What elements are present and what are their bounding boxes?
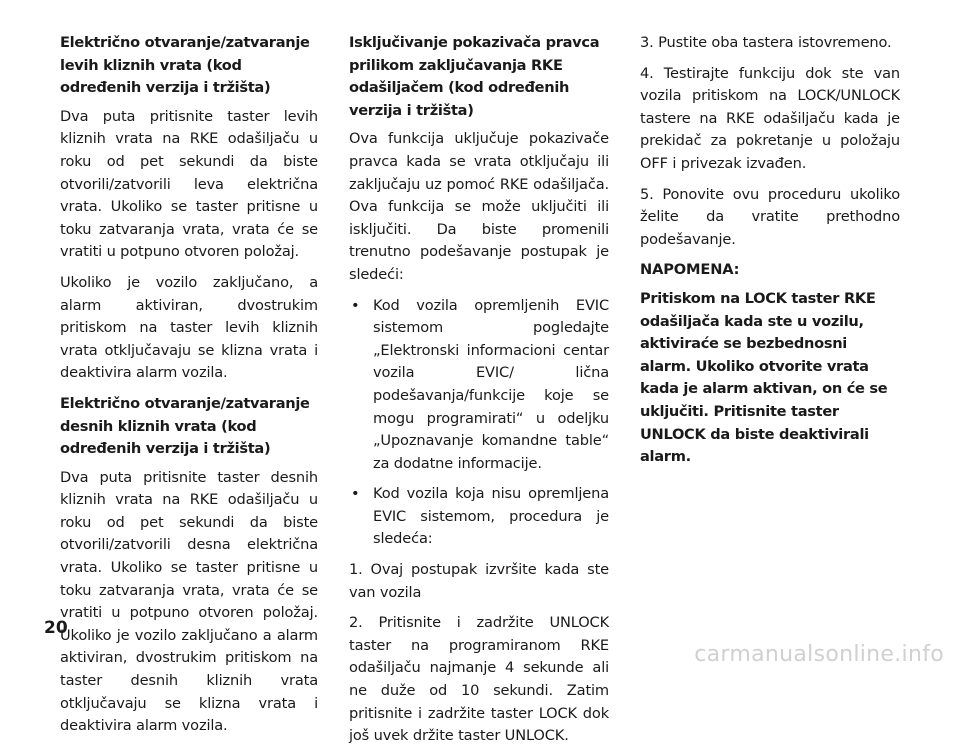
column-right — [640, 32, 900, 469]
page-number: 20 — [44, 618, 68, 638]
step-3: 3. Pustite oba tastera istovremeno. — [640, 34, 892, 51]
section-heading-right-sliding-door: Električno otvaranje/zatvaranje desnih kliznih vrata (kod određenih verzija i tržišta) — [60, 394, 310, 458]
bullet-text: Kod vozila opremljenih EVIC sistemom pogledajte „Elektronski informacioni centar vozila EVIC/ lična podešavanja/funkcije koje se mogu programirati“ u odeljku „Upoznavanje komandne table“ za dodatne informacije. — [373, 296, 609, 472]
paragraph: Dva puta pritisnite taster desnih kliznih vrata na RKE odašiljaču u roku od pet sekundi da biste otvorili/zatvorili desna električna vrata. Ukoliko se taster pritisne u toku zatvaranja vrata, vrata će se vratiti u potpuno otvoren položaj. Ukoliko je vozilo zaključano a alarm aktiviran, dvostrukim pritiskom na taster desnih kliznih vrata otključavaju se klizna vrata i deaktivira alarm vozila. — [60, 468, 318, 735]
step-4: 4. Testirajte funkciju dok ste van vozila pritiskom na LOCK/UNLOCK tastere na RKE odašiljaču kada je prekidač za pokretanje u položaju OFF i privezak izvađen. — [640, 64, 900, 172]
note-body: Pritiskom na LOCK taster RKE odašiljača kada ste u vozilu, aktiviraće se bezbednosni alarm. Ukoliko otvorite vrata kada je alarm aktivan, on će se uključiti. Pritisnite taster UNLOCK da biste deaktivirali alarm. — [640, 289, 888, 466]
bullet-item — [349, 483, 609, 551]
watermark: carmanualsonline.info — [694, 642, 944, 667]
note-title: NAPOMENA: — [640, 261, 740, 279]
section-heading-left-sliding-door: Električno otvaranje/zatvaranje levih kliznih vrata (kod određenih verzija i tržišta) — [60, 34, 310, 97]
bullet-icon: • — [351, 485, 360, 503]
bullet-icon: • — [351, 296, 360, 314]
step-1: 1. Ovaj postupak izvršite kada ste van vozila — [349, 561, 609, 601]
column-left — [60, 32, 318, 746]
paragraph: Ukoliko je vozilo zaključano, a alarm aktiviran, dvostrukim pritiskom na taster levih kliznih vrata otključavaju se klizna vrata i deaktivira alarm vozila. — [60, 273, 318, 382]
step-5: 5. Ponovite ovu proceduru ukoliko želite da vratite prethodno podešavanje. — [640, 185, 900, 248]
column-middle — [349, 32, 609, 756]
bullet-item — [349, 295, 609, 476]
step-2: 2. Pritisnite i zadržite UNLOCK taster na programiranom RKE odašiljaču najmanje 4 sekunde ali ne duže od 10 sekundi. Zatim pritisnite i zadržite taster LOCK dok još uvek držite taster UNLOCK. — [349, 614, 609, 745]
section-heading-turn-signal: Isključivanje pokazivača pravca prilikom zaključavanja RKE odašiljačem (kod određenih verzija i tržišta) — [349, 34, 600, 119]
paragraph: Dva puta pritisnite taster levih kliznih vrata na RKE odašiljaču u roku od pet sekundi da biste otvorili/zatvorili leva električna vrata. Ukoliko se taster pritisne u toku zatvaranja vrata, vrata će se vratiti u potpuno otvoren položaj. — [60, 107, 318, 261]
paragraph: Ova funkcija uključuje pokazivače pravca kada se vrata otključaju ili zaključaju uz pomoć RKE odašiljača. Ova funkcija se može uključiti ili isključiti. Da biste promenili trenutno podešavanje postupak je sledeći: — [349, 130, 609, 283]
bullet-text: Kod vozila koja nisu opremljena EVIC sistemom, procedura je sledeća: — [373, 485, 609, 548]
